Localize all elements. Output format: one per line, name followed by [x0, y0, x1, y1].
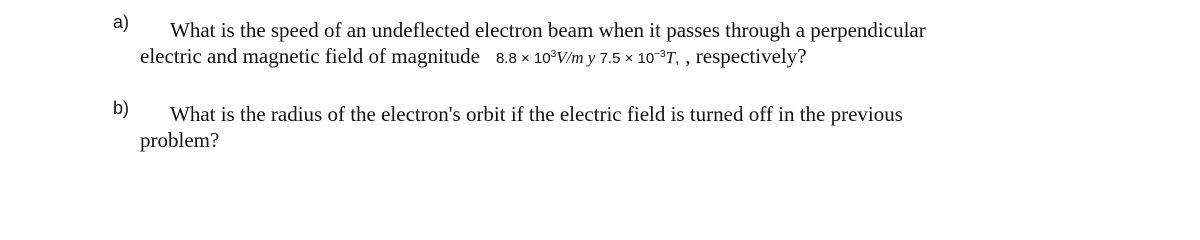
magnetic-field-unit: T — [665, 48, 676, 67]
field-connector: y — [583, 48, 600, 67]
question-a-line-2-text: electric and magnetic field of magnitude — [140, 44, 480, 68]
magnetic-field-exponent: −3 — [654, 49, 666, 60]
question-a-line-2-end: , respectively? — [685, 44, 807, 68]
question-b-line-1: What is the radius of the electron's orbit if the electric field is turned off in the previous — [170, 102, 903, 126]
question-b-label: b) — [113, 98, 130, 118]
question-b-line-2: problem? — [140, 128, 220, 152]
electric-field-unit: V/m — [556, 48, 584, 67]
question-a-label: a) — [113, 12, 130, 32]
magnetic-field-separator: , — [675, 50, 680, 67]
question-a-line-2 — [140, 44, 807, 71]
electric-field-exponent: 3 — [550, 49, 557, 60]
question-a-line-1: What is the speed of an undeflected electron beam when it passes through a perpendicular — [170, 18, 926, 42]
electric-field-mantissa: 8.8 × 10 — [495, 50, 551, 67]
magnetic-field-mantissa: 7.5 × 10 — [599, 50, 655, 67]
field-values-math — [496, 50, 679, 67]
